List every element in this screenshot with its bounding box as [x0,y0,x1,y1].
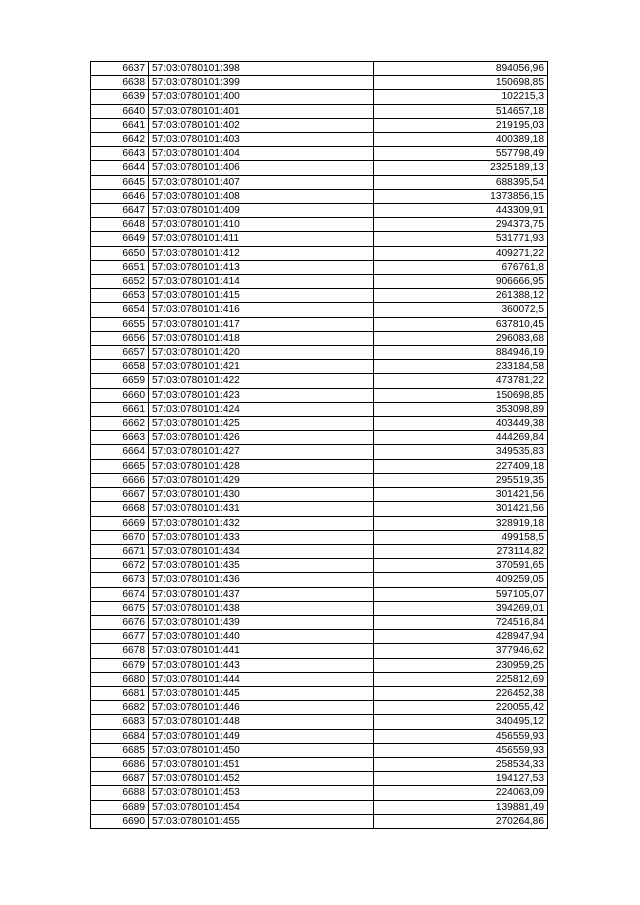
value-cell: 676761,8 [374,260,548,274]
row-number-cell: 6643 [91,147,149,161]
cadastral-number-cell: 57:03:0780101:454 [149,800,374,814]
cadastral-number-cell: 57:03:0780101:399 [149,76,374,90]
table-row [91,360,548,374]
value-cell: 261388,12 [374,289,548,303]
row-number-cell: 6664 [91,445,149,459]
value-cell: 102215,3 [374,90,548,104]
value-cell: 296083,68 [374,331,548,345]
table-row [91,62,548,76]
table-row [91,431,548,445]
value-cell: 409271,22 [374,246,548,260]
value-cell: 400389,18 [374,133,548,147]
row-number-cell: 6665 [91,459,149,473]
table-row [91,133,548,147]
value-cell: 233184,58 [374,360,548,374]
value-cell: 219195,03 [374,118,548,132]
row-number-cell: 6659 [91,374,149,388]
value-cell: 444269,84 [374,431,548,445]
value-cell: 637810,45 [374,317,548,331]
cadastral-number-cell: 57:03:0780101:429 [149,473,374,487]
value-cell: 294373,75 [374,218,548,232]
row-number-cell: 6690 [91,814,149,828]
value-cell: 301421,56 [374,488,548,502]
row-number-cell: 6656 [91,331,149,345]
row-number-cell: 6646 [91,189,149,203]
row-number-cell: 6687 [91,772,149,786]
row-number-cell: 6655 [91,317,149,331]
cadastral-number-cell: 57:03:0780101:406 [149,161,374,175]
value-cell: 724516,84 [374,615,548,629]
cadastral-number-cell: 57:03:0780101:412 [149,246,374,260]
table-row [91,90,548,104]
table-row [91,587,548,601]
table-row [91,814,548,828]
value-cell: 220055,42 [374,701,548,715]
cadastral-number-cell: 57:03:0780101:424 [149,402,374,416]
table-row [91,615,548,629]
value-cell: 456559,93 [374,743,548,757]
value-cell: 328919,18 [374,516,548,530]
table-row [91,757,548,771]
cadastral-number-cell: 57:03:0780101:453 [149,786,374,800]
value-cell: 349535,83 [374,445,548,459]
value-cell: 403449,38 [374,417,548,431]
table-row [91,161,548,175]
value-cell: 360072,5 [374,303,548,317]
value-cell: 270264,86 [374,814,548,828]
row-number-cell: 6676 [91,615,149,629]
value-cell: 557798,49 [374,147,548,161]
cadastral-number-cell: 57:03:0780101:423 [149,388,374,402]
value-cell: 884946,19 [374,346,548,360]
value-cell: 2325189,13 [374,161,548,175]
value-cell: 353098,89 [374,402,548,416]
cadastral-number-cell: 57:03:0780101:422 [149,374,374,388]
cadastral-number-cell: 57:03:0780101:400 [149,90,374,104]
row-number-cell: 6671 [91,544,149,558]
cadastral-number-cell: 57:03:0780101:403 [149,133,374,147]
row-number-cell: 6658 [91,360,149,374]
row-number-cell: 6647 [91,204,149,218]
value-cell: 499158,5 [374,530,548,544]
table-row [91,147,548,161]
cadastral-number-cell: 57:03:0780101:427 [149,445,374,459]
row-number-cell: 6638 [91,76,149,90]
value-cell: 295519,35 [374,473,548,487]
value-cell: 370591,65 [374,559,548,573]
value-cell: 230959,25 [374,658,548,672]
value-cell: 1373856,15 [374,189,548,203]
cadastral-number-cell: 57:03:0780101:432 [149,516,374,530]
row-number-cell: 6679 [91,658,149,672]
cadastral-number-cell: 57:03:0780101:438 [149,601,374,615]
row-number-cell: 6672 [91,559,149,573]
row-number-cell: 6663 [91,431,149,445]
cadastral-number-cell: 57:03:0780101:417 [149,317,374,331]
table-row [91,374,548,388]
cadastral-number-cell: 57:03:0780101:450 [149,743,374,757]
value-cell: 150698,85 [374,388,548,402]
table-row [91,104,548,118]
table-row [91,644,548,658]
table-row [91,260,548,274]
table-row [91,743,548,757]
row-number-cell: 6681 [91,686,149,700]
table-row [91,559,548,573]
value-cell: 150698,85 [374,76,548,90]
row-number-cell: 6682 [91,701,149,715]
cadastral-number-cell: 57:03:0780101:414 [149,275,374,289]
row-number-cell: 6649 [91,232,149,246]
table-row [91,686,548,700]
table-row [91,772,548,786]
row-number-cell: 6648 [91,218,149,232]
value-cell: 514657,18 [374,104,548,118]
row-number-cell: 6684 [91,729,149,743]
table-row [91,232,548,246]
row-number-cell: 6685 [91,743,149,757]
value-cell: 301421,56 [374,502,548,516]
cadastral-number-cell: 57:03:0780101:409 [149,204,374,218]
row-number-cell: 6677 [91,630,149,644]
value-cell: 597105,07 [374,587,548,601]
value-cell: 894056,96 [374,62,548,76]
value-cell: 428947,94 [374,630,548,644]
table-row [91,118,548,132]
table-row [91,601,548,615]
table-row [91,544,548,558]
table-row [91,331,548,345]
cadastral-number-cell: 57:03:0780101:401 [149,104,374,118]
table-row [91,317,548,331]
value-cell: 258534,33 [374,757,548,771]
table-row [91,473,548,487]
row-number-cell: 6669 [91,516,149,530]
row-number-cell: 6668 [91,502,149,516]
cadastral-number-cell: 57:03:0780101:407 [149,175,374,189]
cadastral-number-cell: 57:03:0780101:443 [149,658,374,672]
row-number-cell: 6642 [91,133,149,147]
cadastral-number-cell: 57:03:0780101:440 [149,630,374,644]
table-row [91,189,548,203]
table-row [91,402,548,416]
table-row [91,715,548,729]
cadastral-number-cell: 57:03:0780101:439 [149,615,374,629]
cadastral-number-cell: 57:03:0780101:437 [149,587,374,601]
table-row [91,388,548,402]
table-row [91,275,548,289]
cadastral-number-cell: 57:03:0780101:449 [149,729,374,743]
table-row [91,459,548,473]
cadastral-number-cell: 57:03:0780101:436 [149,573,374,587]
cadastral-number-cell: 57:03:0780101:446 [149,701,374,715]
row-number-cell: 6678 [91,644,149,658]
row-number-cell: 6674 [91,587,149,601]
cadastral-number-cell: 57:03:0780101:435 [149,559,374,573]
table-row [91,502,548,516]
cadastral-number-cell: 57:03:0780101:398 [149,62,374,76]
cadastral-number-cell: 57:03:0780101:452 [149,772,374,786]
row-number-cell: 6661 [91,402,149,416]
cadastral-number-cell: 57:03:0780101:431 [149,502,374,516]
cadastral-number-cell: 57:03:0780101:404 [149,147,374,161]
value-cell: 139881,49 [374,800,548,814]
table-row [91,630,548,644]
value-cell: 227409,18 [374,459,548,473]
value-cell: 443309,91 [374,204,548,218]
table-row [91,488,548,502]
value-cell: 394269,01 [374,601,548,615]
value-cell: 473781,22 [374,374,548,388]
cadastral-number-cell: 57:03:0780101:426 [149,431,374,445]
cadastral-number-cell: 57:03:0780101:451 [149,757,374,771]
row-number-cell: 6673 [91,573,149,587]
cadastral-number-cell: 57:03:0780101:418 [149,331,374,345]
value-cell: 531771,93 [374,232,548,246]
table-row [91,516,548,530]
row-number-cell: 6640 [91,104,149,118]
table-row [91,175,548,189]
cadastral-number-cell: 57:03:0780101:402 [149,118,374,132]
row-number-cell: 6688 [91,786,149,800]
table-row [91,76,548,90]
cadastral-number-cell: 57:03:0780101:413 [149,260,374,274]
row-number-cell: 6644 [91,161,149,175]
value-cell: 409259,05 [374,573,548,587]
cadastral-number-cell: 57:03:0780101:408 [149,189,374,203]
cadastral-number-cell: 57:03:0780101:425 [149,417,374,431]
row-number-cell: 6654 [91,303,149,317]
cadastral-number-cell: 57:03:0780101:428 [149,459,374,473]
table-row [91,573,548,587]
row-number-cell: 6651 [91,260,149,274]
cadastral-number-cell: 57:03:0780101:410 [149,218,374,232]
table-row [91,346,548,360]
row-number-cell: 6667 [91,488,149,502]
table-row [91,289,548,303]
value-cell: 273114,82 [374,544,548,558]
value-cell: 226452,38 [374,686,548,700]
cadastral-number-cell: 57:03:0780101:445 [149,686,374,700]
row-number-cell: 6666 [91,473,149,487]
value-cell: 340495,12 [374,715,548,729]
table-row [91,729,548,743]
cadastral-number-cell: 57:03:0780101:411 [149,232,374,246]
table-row [91,658,548,672]
row-number-cell: 6639 [91,90,149,104]
row-number-cell: 6645 [91,175,149,189]
cadastral-number-cell: 57:03:0780101:441 [149,644,374,658]
row-number-cell: 6670 [91,530,149,544]
table-row [91,672,548,686]
row-number-cell: 6653 [91,289,149,303]
row-number-cell: 6650 [91,246,149,260]
row-number-cell: 6660 [91,388,149,402]
value-cell: 377946,62 [374,644,548,658]
table-row [91,786,548,800]
value-cell: 225812,69 [374,672,548,686]
value-cell: 906666,95 [374,275,548,289]
table-row [91,530,548,544]
cadastral-number-cell: 57:03:0780101:420 [149,346,374,360]
row-number-cell: 6657 [91,346,149,360]
cadastral-number-cell: 57:03:0780101:444 [149,672,374,686]
cadastral-number-cell: 57:03:0780101:415 [149,289,374,303]
cadastral-number-cell: 57:03:0780101:455 [149,814,374,828]
value-cell: 456559,93 [374,729,548,743]
row-number-cell: 6683 [91,715,149,729]
table-row [91,417,548,431]
row-number-cell: 6637 [91,62,149,76]
cadastral-number-cell: 57:03:0780101:421 [149,360,374,374]
row-number-cell: 6675 [91,601,149,615]
cadastral-number-cell: 57:03:0780101:434 [149,544,374,558]
value-cell: 194127,53 [374,772,548,786]
cadastral-number-cell: 57:03:0780101:433 [149,530,374,544]
table-row [91,445,548,459]
cadastral-number-cell: 57:03:0780101:430 [149,488,374,502]
value-cell: 224063,09 [374,786,548,800]
table-row [91,218,548,232]
row-number-cell: 6686 [91,757,149,771]
table-row [91,701,548,715]
table-row [91,303,548,317]
table-row [91,246,548,260]
row-number-cell: 6680 [91,672,149,686]
row-number-cell: 6662 [91,417,149,431]
data-table [90,61,548,829]
row-number-cell: 6641 [91,118,149,132]
value-cell: 688395,54 [374,175,548,189]
table-body [91,62,548,829]
table-row [91,800,548,814]
row-number-cell: 6689 [91,800,149,814]
row-number-cell: 6652 [91,275,149,289]
cadastral-number-cell: 57:03:0780101:448 [149,715,374,729]
table-row [91,204,548,218]
cadastral-number-cell: 57:03:0780101:416 [149,303,374,317]
